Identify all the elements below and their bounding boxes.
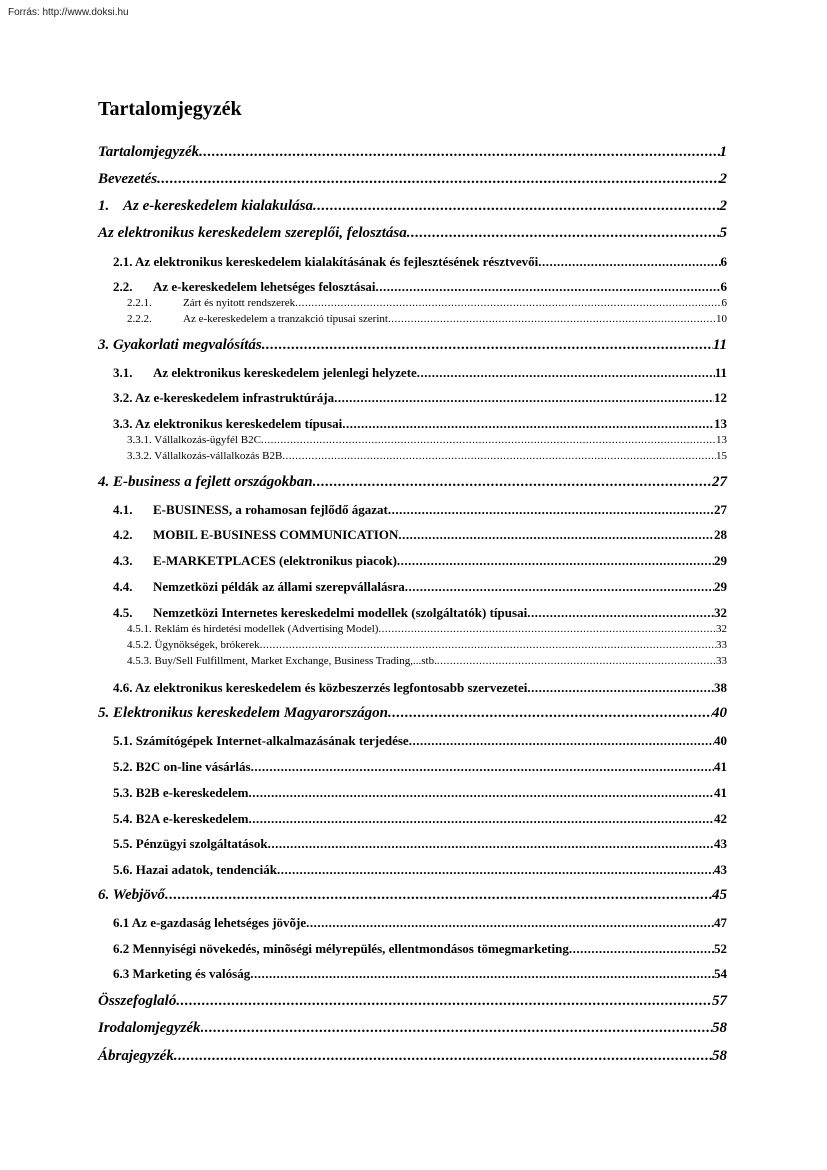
toc-entry-label: 5.5. Pénzügyi szolgáltatások bbox=[113, 836, 268, 851]
toc-entry-number: 4.5. bbox=[113, 605, 133, 620]
toc-entry-label: Irodalomjegyzék bbox=[98, 1020, 201, 1036]
toc-page-number: 2 bbox=[719, 171, 727, 187]
toc-entry-6-2[interactable] bbox=[113, 941, 727, 957]
toc-entry-label: MOBIL E-BUSINESS COMMUNICATION bbox=[153, 527, 399, 542]
toc-page-number: 2 bbox=[719, 198, 727, 214]
toc-page-number: 40 bbox=[712, 705, 727, 721]
toc-page-number: 1 bbox=[719, 144, 727, 160]
dot-leader bbox=[313, 198, 720, 215]
toc-page-number: 33 bbox=[716, 639, 727, 651]
toc-entry-3-3-1[interactable] bbox=[127, 434, 727, 446]
toc-entry-3-2[interactable] bbox=[113, 390, 727, 406]
dot-leader bbox=[295, 297, 721, 309]
dot-leader bbox=[251, 759, 714, 775]
toc-entry-label: 6. Webjövő bbox=[98, 887, 165, 903]
toc-entry-1[interactable] bbox=[98, 198, 727, 215]
toc-entry-label: Nemzetközi Internetes kereskedelmi modellek (szolgáltatók) típusai bbox=[153, 605, 528, 620]
toc-entry-6-1[interactable] bbox=[113, 915, 727, 931]
toc-entry-5-3[interactable] bbox=[113, 785, 727, 801]
toc-page-number: 15 bbox=[716, 450, 727, 462]
dot-leader bbox=[388, 502, 714, 518]
toc-page-number: 10 bbox=[716, 313, 727, 325]
toc-page-number: 43 bbox=[714, 836, 727, 851]
toc-entry-label: Bevezetés bbox=[98, 171, 158, 187]
dot-leader bbox=[538, 254, 720, 270]
toc-entry-4-3[interactable] bbox=[113, 553, 727, 569]
dot-leader bbox=[342, 416, 714, 432]
dot-leader bbox=[437, 655, 716, 667]
toc-page-number: 32 bbox=[716, 623, 727, 635]
toc-entry-irodalomjegyzek[interactable] bbox=[98, 1020, 727, 1037]
toc-entry-5-1[interactable] bbox=[113, 733, 727, 749]
dot-leader bbox=[376, 279, 721, 295]
toc-page-number: 27 bbox=[712, 474, 727, 490]
toc-entry-number: 1. bbox=[98, 198, 110, 214]
dot-leader bbox=[268, 836, 714, 852]
toc-entry-3-3[interactable] bbox=[113, 416, 727, 432]
toc-page-number: 11 bbox=[714, 365, 727, 380]
dot-leader bbox=[249, 811, 714, 827]
toc-entry-4[interactable] bbox=[98, 474, 727, 491]
toc-entry-2[interactable] bbox=[98, 225, 727, 242]
toc-entry-label: Az e-kereskedelem a tranzakció típusai szerint bbox=[183, 313, 388, 325]
toc-page-number: 6 bbox=[720, 254, 727, 269]
toc-entry-2-2-2[interactable] bbox=[127, 313, 727, 325]
toc-entry-label: 6.2 Mennyiségi növekedés, minõségi mélyrepülés, ellentmondásos tömegmarketing bbox=[113, 941, 569, 956]
dot-leader bbox=[397, 553, 714, 569]
toc-page-number: 13 bbox=[716, 434, 727, 446]
toc-entry-5[interactable] bbox=[98, 705, 727, 722]
dot-leader bbox=[407, 225, 720, 242]
toc-page-number: 32 bbox=[714, 605, 727, 620]
toc-entry-number: 4.1. bbox=[113, 502, 133, 517]
toc-entry-label: 4. E-business a fejlett országokban bbox=[98, 474, 313, 490]
toc-page-number: 6 bbox=[721, 297, 727, 309]
toc-entry-4-2[interactable] bbox=[113, 527, 727, 543]
toc-entry-label: Az e-kereskedelem kialakulása bbox=[123, 198, 313, 214]
toc-page-number: 40 bbox=[714, 733, 727, 748]
dot-leader bbox=[334, 390, 714, 406]
toc-entry-number: 4.3. bbox=[113, 553, 133, 568]
dot-leader bbox=[260, 639, 716, 651]
toc-entry-6-3[interactable] bbox=[113, 966, 727, 982]
dot-leader bbox=[199, 144, 719, 161]
toc-entry-4-5-1[interactable] bbox=[127, 623, 727, 635]
dot-leader bbox=[261, 434, 716, 446]
dot-leader bbox=[165, 887, 712, 904]
toc-entry-label: 4.5.2. Ügynökségek, brókerek bbox=[127, 639, 260, 651]
toc-page-number: 41 bbox=[714, 759, 727, 774]
toc-page-number: 42 bbox=[714, 811, 727, 826]
toc-page-number: 38 bbox=[714, 680, 727, 695]
dot-leader bbox=[417, 365, 715, 381]
toc-entry-number: 4.2. bbox=[113, 527, 133, 542]
dot-leader bbox=[201, 1020, 713, 1037]
toc-entry-6[interactable] bbox=[98, 887, 727, 904]
toc-entry-label: 4.5.3. Buy/Sell Fulfillment, Market Exchange, Business Trading,...stb. bbox=[127, 655, 437, 667]
toc-entry-label: 3.3. Az elektronikus kereskedelem típusai bbox=[113, 416, 343, 431]
toc-page-number: 57 bbox=[712, 993, 727, 1009]
toc-entry-label: 4.5.1. Reklám és hirdetési modellek (Advertising Model) bbox=[127, 623, 379, 635]
dot-leader bbox=[313, 474, 712, 491]
toc-entry-2-2[interactable] bbox=[113, 279, 727, 295]
toc-page-number: 28 bbox=[714, 527, 727, 542]
toc-entry-label: 3.3.2. Vállalkozás-vállalkozás B2B bbox=[127, 450, 283, 462]
toc-entry-5-6[interactable] bbox=[113, 862, 727, 878]
toc-entry-tartalomjegyzek[interactable] bbox=[98, 144, 727, 161]
dot-leader bbox=[388, 705, 712, 722]
toc-entry-label: Az elektronikus kereskedelem jelenlegi helyzete bbox=[153, 365, 417, 380]
toc-entry-4-5[interactable] bbox=[113, 605, 727, 621]
dot-leader bbox=[174, 1048, 712, 1065]
toc-entry-label: E-MARKETPLACES (elektronikus piacok) bbox=[153, 553, 397, 568]
toc-page-number: 11 bbox=[712, 337, 727, 353]
toc-entry-2-1[interactable] bbox=[113, 254, 727, 270]
dot-leader bbox=[157, 171, 719, 188]
toc-entry-label: Ábrajegyzék bbox=[98, 1048, 174, 1064]
dot-leader bbox=[409, 733, 714, 749]
toc-entry-bevezetes[interactable] bbox=[98, 171, 727, 188]
toc-entry-4-5-3[interactable] bbox=[127, 655, 727, 667]
toc-entry-osszefoglalo[interactable] bbox=[98, 993, 727, 1010]
toc-entry-4-4[interactable] bbox=[113, 579, 727, 595]
toc-page-number: 54 bbox=[714, 966, 727, 981]
toc-entry-3-1[interactable] bbox=[113, 365, 727, 381]
dot-leader bbox=[249, 785, 714, 801]
toc-entry-label: 5.2. B2C on-line vásárlás bbox=[113, 759, 251, 774]
toc-entry-label: 4.6. Az elektronikus kereskedelem és közbeszerzés legfontosabb szervezetei bbox=[113, 680, 528, 695]
toc-page-number: 43 bbox=[714, 862, 727, 877]
dot-leader bbox=[398, 527, 714, 543]
toc-entry-abrajegyzek[interactable] bbox=[98, 1048, 727, 1065]
toc-entry-5-2[interactable] bbox=[113, 759, 727, 775]
toc-entry-4-6[interactable] bbox=[113, 680, 727, 696]
toc-entry-number: 2.2.1. bbox=[127, 297, 152, 309]
toc-entry-label: Összefoglaló bbox=[98, 993, 177, 1009]
dot-leader bbox=[378, 623, 716, 635]
dot-leader bbox=[282, 450, 716, 462]
toc-entry-number: 3.1. bbox=[113, 365, 133, 380]
toc-page-number: 41 bbox=[714, 785, 727, 800]
dot-leader bbox=[569, 941, 714, 957]
toc-entry-3[interactable] bbox=[98, 337, 727, 354]
toc-entry-label: 5.1. Számítógépek Internet-alkalmazásának terjedése bbox=[113, 733, 409, 748]
toc-page-number: 58 bbox=[712, 1020, 727, 1036]
source-line: Forrás: http://www.doksi.hu bbox=[8, 7, 129, 18]
dot-leader bbox=[527, 680, 714, 696]
dot-leader bbox=[306, 915, 714, 931]
dot-leader bbox=[388, 313, 716, 325]
toc-page-number: 29 bbox=[714, 579, 727, 594]
toc-entry-label: 5. Elektronikus kereskedelem Magyarországon bbox=[98, 705, 389, 721]
toc-entry-label: Nemzetközi példák az állami szerepvállalásra bbox=[153, 579, 405, 594]
toc-entry-label: Az e-kereskedelem lehetséges felosztásai bbox=[153, 279, 376, 294]
toc-entry-label: Zárt és nyitott rendszerek bbox=[183, 297, 296, 309]
toc-entry-label: 3.2. Az e-kereskedelem infrastruktúrája bbox=[113, 390, 335, 405]
page-title: Tartalomjegyzék bbox=[98, 98, 242, 120]
toc-entry-2-2-1[interactable] bbox=[127, 297, 727, 309]
toc-entry-5-5[interactable] bbox=[113, 836, 727, 852]
toc-page-number: 29 bbox=[714, 553, 727, 568]
toc-entry-label: 3. Gyakorlati megvalósítás bbox=[98, 337, 262, 353]
dot-leader bbox=[277, 862, 714, 878]
toc-page-number: 27 bbox=[714, 502, 727, 517]
toc-page-number: 33 bbox=[716, 655, 727, 667]
dot-leader bbox=[176, 993, 712, 1010]
toc-entry-label: 5.3. B2B e-kereskedelem bbox=[113, 785, 249, 800]
toc-page-number: 58 bbox=[712, 1048, 727, 1064]
dot-leader bbox=[405, 579, 714, 595]
toc-entry-number: 4.4. bbox=[113, 579, 133, 594]
dot-leader bbox=[262, 337, 713, 354]
toc-page-number: 6 bbox=[720, 279, 727, 294]
toc-entry-label: 3.3.1. Vállalkozás-ügyfél B2C bbox=[127, 434, 261, 446]
toc-page-number: 13 bbox=[714, 416, 727, 431]
toc-entry-5-4[interactable] bbox=[113, 811, 727, 827]
dot-leader bbox=[527, 605, 714, 621]
toc-page-number: 5 bbox=[719, 225, 727, 241]
toc-entry-label: 5.4. B2A e-kereskedelem bbox=[113, 811, 249, 826]
toc-entry-number: 2.2. bbox=[113, 279, 133, 294]
toc-page-number: 12 bbox=[714, 390, 727, 405]
toc-entry-label: Az elektronikus kereskedelem szereplői, felosztása bbox=[98, 225, 407, 241]
toc-entry-label: 5.6. Hazai adatok, tendenciák bbox=[113, 862, 277, 877]
toc-entry-3-3-2[interactable] bbox=[127, 450, 727, 462]
toc-page-number: 47 bbox=[714, 915, 727, 930]
toc-page-number: 45 bbox=[712, 887, 727, 903]
dot-leader bbox=[250, 966, 714, 982]
toc-entry-4-5-2[interactable] bbox=[127, 639, 727, 651]
toc-entry-number: 2.2.2. bbox=[127, 313, 152, 325]
toc-entry-label: 6.3 Marketing és valóság bbox=[113, 966, 251, 981]
toc-entry-label: E-BUSINESS, a rohamosan fejlődő ágazat bbox=[153, 502, 388, 517]
toc-entry-label: 2.1. Az elektronikus kereskedelem kialakításának és fejlesztésének résztvevői bbox=[113, 254, 539, 269]
toc-entry-4-1[interactable] bbox=[113, 502, 727, 518]
toc-entry-label: 6.1 Az e-gazdaság lehetséges jövõje bbox=[113, 915, 307, 930]
toc-page-number: 52 bbox=[714, 941, 727, 956]
toc-entry-label: Tartalomjegyzék bbox=[98, 144, 200, 160]
